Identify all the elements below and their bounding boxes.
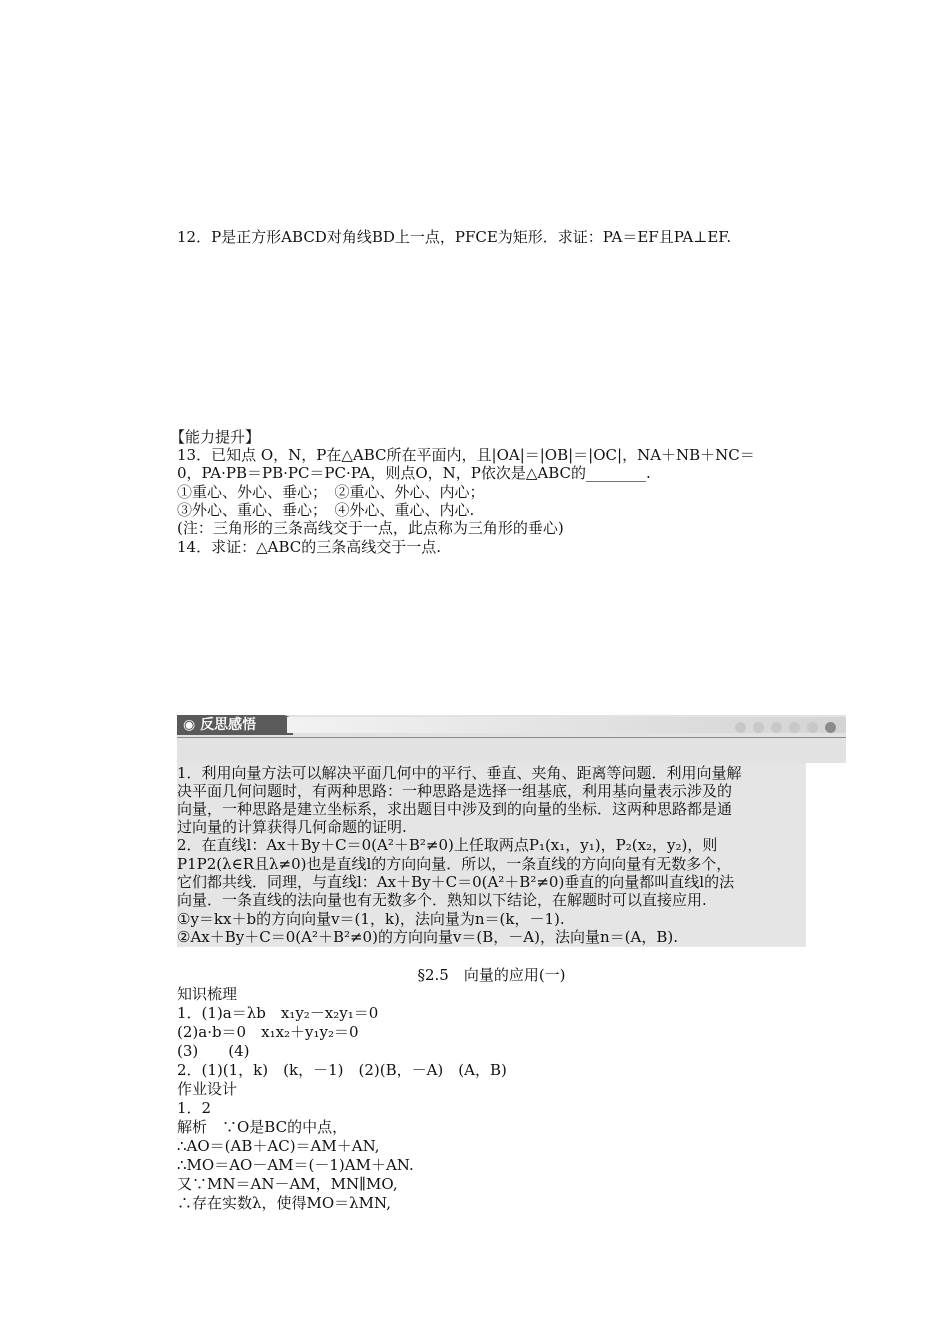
question-14: 14．求证：△ABC的三条高线交于一点. bbox=[177, 538, 442, 556]
reflection-line: 向量，一种思路是建立坐标系，求出题目中涉及到的向量的坐标．这两种思路都是通 bbox=[177, 800, 733, 818]
section-title: §2.5 向量的应用(一) bbox=[417, 966, 566, 984]
question-13-line-2: 0，PA·PB＝PB·PC＝PC·PA，则点O，N，P依次是△ABC的________. bbox=[177, 464, 651, 482]
answer-line: 作业设计 bbox=[177, 1080, 238, 1098]
question-13-options-1: ①重心、外心、垂心； ②重心、外心、内心； bbox=[177, 483, 485, 501]
reflection-line: ①y＝kx＋b的方向向量v＝(1，k)，法向量为n＝(k，－1). bbox=[177, 910, 565, 928]
answer-line: (2)a·b＝0 x₁x₂＋y₁y₂＝0 bbox=[177, 1023, 359, 1041]
answer-line: 解析 ∵O是BC的中点， bbox=[177, 1118, 348, 1136]
question-13-note: (注：三角形的三条高线交于一点，此点称为三角形的垂心) bbox=[177, 519, 564, 537]
answer-line: 知识梳理 bbox=[177, 985, 238, 1003]
reflection-line: 它们都共线．同理，与直线l：Ax＋By＋C＝0(A²＋B²≠0)垂直的向量都叫直线l的法 bbox=[177, 873, 735, 891]
answer-line: ∴AO＝(AB＋AC)＝AM＋AN, bbox=[177, 1137, 380, 1155]
banner-strip bbox=[287, 717, 846, 733]
reflection-line: 过向量的计算获得几何命题的证明. bbox=[177, 818, 407, 836]
question-12: 12．P是正方形ABCD对角线BD上一点，PFCE为矩形．求证：PA＝EF且PA⊥EF. bbox=[177, 228, 732, 246]
ability-heading: 【能力提升】 bbox=[170, 428, 261, 446]
reflection-banner bbox=[177, 715, 846, 763]
answer-line: 2．(1)(1，k) (k，－1) (2)(B，－A) (A，B) bbox=[177, 1061, 507, 1079]
question-13-line-1: 13．已知点 O，N，P在△ABC所在平面内，且|OA|＝|OB|＝|OC|，NA＋NB＋NC＝ bbox=[177, 446, 755, 464]
answer-line: (3) (4) bbox=[177, 1042, 250, 1060]
answer-line: ∴MO＝AO－AM＝(－1)AM＋AN. bbox=[177, 1156, 414, 1174]
reflection-line: 1．利用向量方法可以解决平面几何中的平行、垂直、夹角、距离等问题．利用向量解 bbox=[177, 764, 742, 782]
reflection-line: 2．在直线l：Ax＋By＋C＝0(A²＋B²≠0)上任取两点P₁(x₁，y₁)，P₂(x₂，y₂)，则 bbox=[177, 836, 718, 854]
reflection-line: 向量．一条直线的法向量也有无数多个．熟知以下结论，在解题时可以直接应用. bbox=[177, 891, 707, 909]
decorative-dots bbox=[735, 722, 836, 733]
reflection-line: 决平面几何问题时，有两种思路：一种思路是选择一组基底，利用基向量表示涉及的 bbox=[177, 782, 733, 800]
reflection-title: ◉ 反思感悟 bbox=[177, 715, 293, 735]
reflection-line: P1P2(λ∈R且λ≠0)也是直线l的方向向量．所以，一条直线的方向向量有无数多个， bbox=[177, 855, 732, 873]
answer-line: 1．(1)a＝λb x₁y₂－x₂y₁＝0 bbox=[177, 1004, 379, 1022]
answer-line: 又∵MN＝AN－AM，MN∥MO, bbox=[177, 1175, 398, 1193]
banner-divider bbox=[177, 737, 846, 738]
question-13-options-2: ③外心、重心、垂心； ④外心、重心、内心. bbox=[177, 501, 475, 519]
answer-line: ∴存在实数λ，使得MO＝λMN, bbox=[177, 1194, 391, 1212]
reflection-line: ②Ax＋By＋C＝0(A²＋B²≠0)的方向向量v＝(B，－A)，法向量n＝(A，B). bbox=[177, 928, 678, 946]
answer-line: 1．2 bbox=[177, 1099, 212, 1117]
